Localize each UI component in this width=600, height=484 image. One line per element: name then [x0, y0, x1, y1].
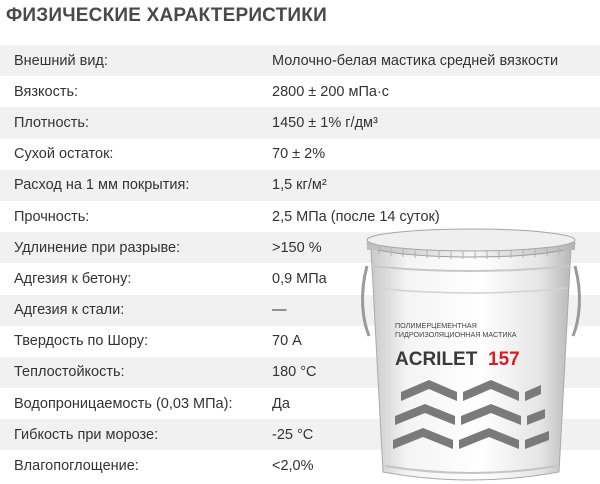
product-bucket-image	[355, 226, 587, 484]
product-subtitle-2: ГИДРОИЗОЛЯЦИОННАЯ МАСТИКА	[395, 330, 517, 339]
table-row	[0, 170, 600, 201]
row-value: 1,5 кг/м²	[272, 177, 327, 194]
row-value: 2800 ± 200 мПа·с	[272, 83, 390, 100]
row-value: 70 А	[272, 333, 302, 350]
row-value: 70 ± 2%	[272, 146, 326, 163]
row-label: Расход на 1 мм покрытия:	[14, 177, 190, 194]
row-label: Плотность:	[14, 114, 89, 131]
row-label: Теплостойкость:	[14, 364, 125, 381]
row-value: <2,0%	[272, 458, 314, 475]
row-value: Молочно-белая мастика средней вязкости	[272, 52, 559, 69]
row-label: Адгезия к стали:	[14, 302, 125, 319]
bucket-handle	[363, 266, 369, 336]
row-label: Вязкость:	[14, 83, 79, 100]
row-label: Удлинение при разрыве:	[14, 239, 181, 256]
product-model: 157	[488, 349, 520, 370]
row-label: Твердость по Шору:	[14, 333, 149, 350]
product-brand: ACRILET	[395, 349, 478, 370]
row-label: Водопроницаемость (0,03 МПа):	[14, 395, 233, 412]
row-label: Гибкость при морозе:	[14, 426, 159, 443]
row-label: Прочность:	[14, 208, 90, 225]
row-label: Влагопоглощение:	[14, 458, 139, 475]
row-label: Сухой остаток:	[14, 146, 114, 163]
page-title: ФИЗИЧЕСКИЕ ХАРАКТЕРИСТИКИ	[6, 5, 327, 26]
row-value: 180 °С	[272, 364, 317, 381]
row-value: 1450 ± 1% г/дм³	[272, 114, 378, 131]
table-row	[0, 107, 600, 138]
row-value: -25 °С	[272, 426, 314, 443]
row-value: 2,5 МПа (после 14 суток)	[272, 208, 440, 225]
row-label: Адгезия к бетону:	[14, 270, 132, 287]
product-subtitle-1: ПОЛИМЕРЦЕМЕНТНАЯ	[395, 321, 477, 330]
table-row	[0, 45, 600, 76]
table-row	[0, 76, 600, 107]
row-value: Да	[272, 395, 290, 412]
row-label: Внешний вид:	[14, 52, 108, 69]
table-row	[0, 139, 600, 170]
row-value: —	[272, 302, 287, 319]
row-value: >150 %	[272, 239, 322, 256]
row-value: 0,9 МПа	[272, 270, 327, 287]
